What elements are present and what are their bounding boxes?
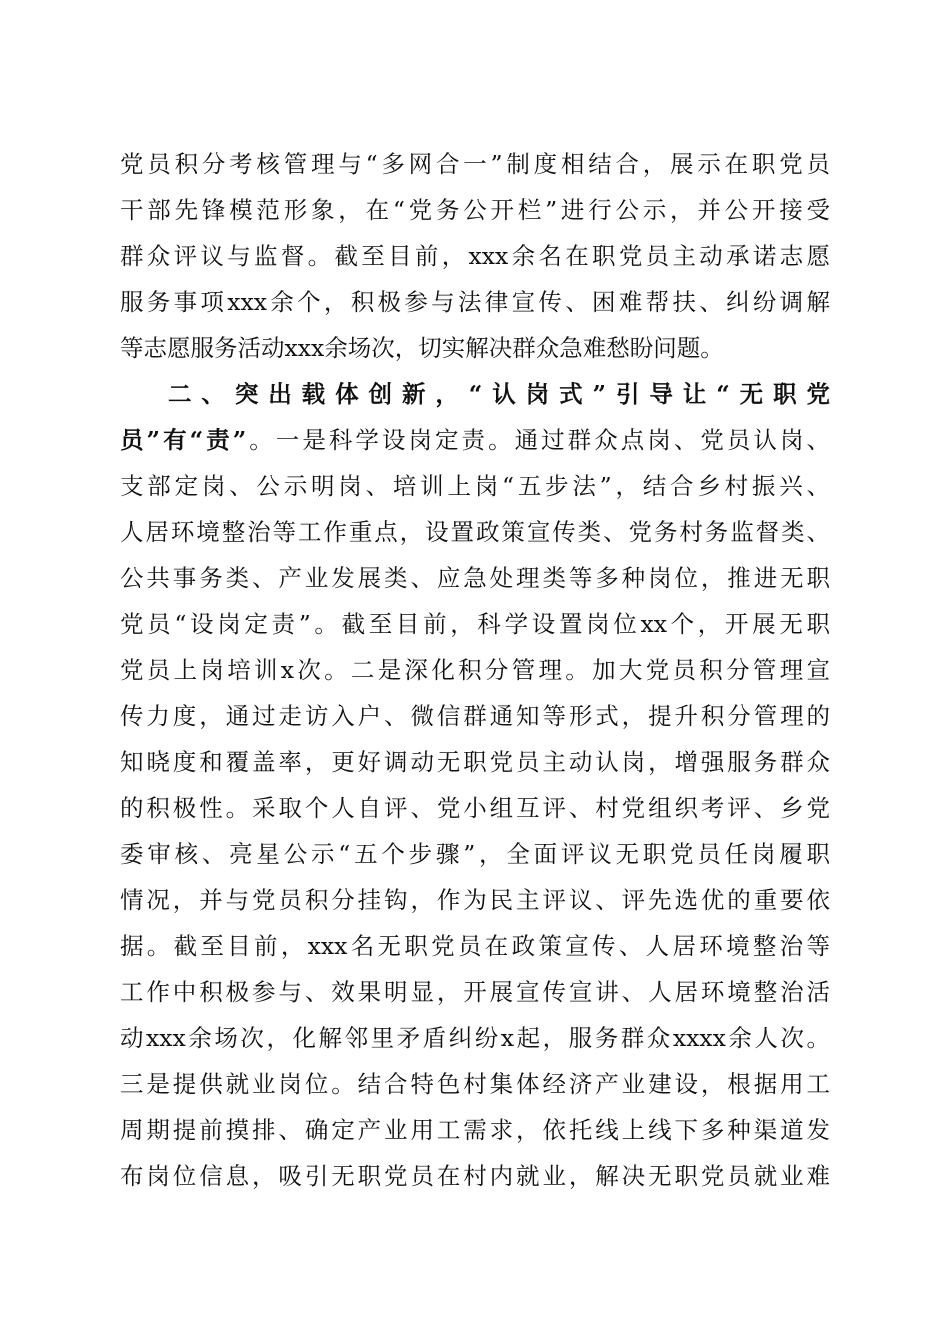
section-heading-end: 员”有“责”: [120, 426, 247, 454]
text-line: 等志愿服务活动xxx余场次，切实解决群众急难愁盼问题。: [120, 334, 724, 362]
text-line: 工作中积极参与、效果明显，开展宣传宣讲、人居环境整治活: [120, 978, 830, 1006]
section-heading: 二、突出载体创新，“认岗式”引导让“无职党: [168, 380, 830, 408]
text-line: 支部定岗、公示明岗、培训上岗“五步法”，结合乡村振兴、: [120, 472, 830, 500]
text-line: 传力度，通过走访入户、微信群通知等形式，提升积分管理的: [120, 702, 830, 730]
text-line: 服务事项xxx余个，积极参与法律宣传、困难帮扶、纠纷调解: [120, 288, 830, 316]
text-line: 干部先锋模范形象，在“党务公开栏”进行公示，并公开接受: [120, 196, 830, 224]
text-line: 周期提前摸排、确定产业用工需求，依托线上线下多种渠道发: [120, 1116, 830, 1144]
text-line: 群众评议与监督。截至目前，xxx余名在职党员主动承诺志愿: [120, 242, 830, 270]
text-line: 党员“设岗定责”。截至目前，科学设置岗位xx个，开展无职: [120, 610, 830, 638]
text-line: 的积极性。采取个人自评、党小组互评、村党组织考评、乡党: [120, 794, 830, 822]
text-line: 情况，并与党员积分挂钩，作为民主评议、评先选优的重要依: [120, 886, 830, 914]
text-line: 公共事务类、产业发展类、应急处理类等多种岗位，推进无职: [120, 564, 830, 592]
text-line: 三是提供就业岗位。结合特色村集体经济产业建设，根据用工: [120, 1070, 830, 1098]
text-line: [120, 424, 830, 456]
text-line: 知晓度和覆盖率，更好调动无职党员主动认岗，增强服务群众: [120, 748, 830, 776]
text-line: 委审核、亮星公示“五个步骤”，全面评议无职党员任岗履职: [120, 840, 830, 868]
text-span: 。一是科学设岗定责。通过群众点岗、党员认岗、: [246, 426, 830, 454]
text-line: 布岗位信息，吸引无职党员在村内就业，解决无职党员就业难: [120, 1162, 830, 1190]
text-line: 据。截至目前，xxx名无职党员在政策宣传、人居环境整治等: [120, 932, 830, 960]
text-line: 动xxx余场次，化解邻里矛盾纠纷x起，服务群众xxxx余人次。: [120, 1024, 830, 1052]
text-line: 党员积分考核管理与“多网合一”制度相结合，展示在职党员: [120, 150, 830, 178]
text-line: 人居环境整治等工作重点，设置政策宣传类、党务村务监督类、: [120, 518, 830, 546]
text-line: 党员上岗培训x次。二是深化积分管理。加大党员积分管理宣: [120, 656, 830, 684]
